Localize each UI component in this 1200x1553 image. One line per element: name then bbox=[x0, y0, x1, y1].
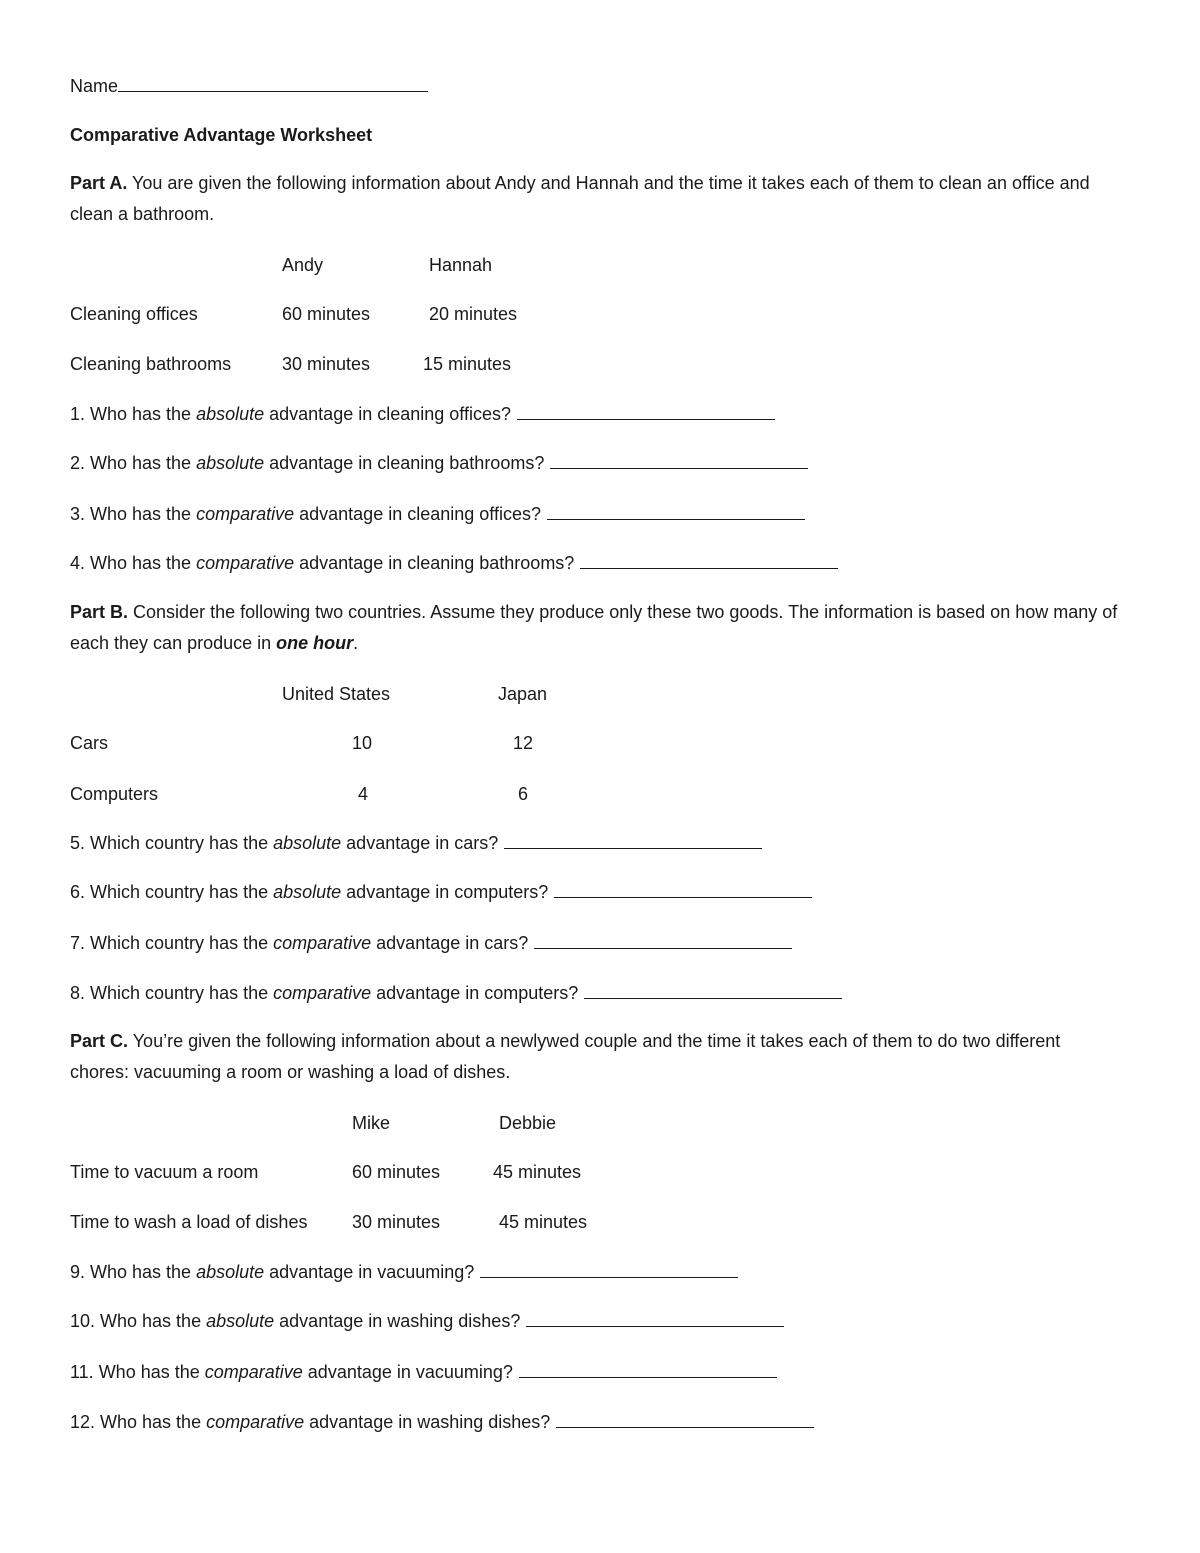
answer-blank[interactable] bbox=[547, 503, 805, 520]
answer-blank[interactable] bbox=[526, 1310, 784, 1327]
answer-blank[interactable] bbox=[517, 403, 775, 420]
part-a-cell: 15 minutes bbox=[423, 354, 512, 374]
question-1: 1. Who has the absolute advantage in cleaning offices? bbox=[70, 403, 775, 425]
name-blank[interactable] bbox=[118, 75, 428, 92]
question-2: 2. Who has the absolute advantage in cleaning bathrooms? bbox=[70, 452, 808, 474]
part-b-label: Part B. bbox=[70, 602, 129, 622]
answer-blank[interactable] bbox=[519, 1361, 777, 1378]
answer-blank[interactable] bbox=[534, 932, 792, 949]
answer-blank[interactable] bbox=[580, 552, 838, 569]
name-label: Name bbox=[70, 76, 119, 96]
part-a-col-hannah: Hannah bbox=[429, 255, 493, 275]
part-b-row-label: Computers bbox=[70, 784, 159, 804]
part-b-col-japan: Japan bbox=[498, 684, 548, 704]
part-b-cell: 6 bbox=[518, 784, 529, 804]
answer-blank[interactable] bbox=[550, 452, 808, 469]
part-c-text: You’re given the following information about a newlywed couple and the time it takes each of them to do two different chores: vacuuming a room or washing a load of dishes. bbox=[70, 1031, 1061, 1082]
part-b-intro: Part B. Consider the following two countries. Assume they produce only these two goods. The information is based on how many of each they can produce in one hour. bbox=[70, 602, 1118, 653]
part-a-intro bbox=[70, 168, 1120, 230]
question-5: 5. Which country has the absolute advantage in cars? bbox=[70, 832, 762, 854]
answer-blank[interactable] bbox=[554, 881, 812, 898]
part-b-col-us: United States bbox=[282, 684, 391, 704]
part-c-cell: 30 minutes bbox=[352, 1212, 441, 1232]
question-3: 3. Who has the comparative advantage in cleaning offices? bbox=[70, 503, 805, 525]
part-c-row-label: Time to wash a load of dishes bbox=[70, 1212, 308, 1232]
part-a-cell: 20 minutes bbox=[429, 304, 518, 324]
answer-blank[interactable] bbox=[556, 1411, 814, 1428]
worksheet-title bbox=[70, 124, 372, 146]
part-a-label: Part A. bbox=[70, 173, 128, 193]
question-8: 8. Which country has the comparative advantage in computers? bbox=[70, 982, 842, 1004]
part-c-cell: 45 minutes bbox=[499, 1212, 588, 1232]
part-c-col-mike: Mike bbox=[352, 1113, 391, 1133]
part-c-cell: 60 minutes bbox=[352, 1162, 441, 1182]
part-b-row-label: Cars bbox=[70, 733, 109, 753]
part-c-col-debbie: Debbie bbox=[499, 1113, 557, 1133]
question-12: 12. Who has the comparative advantage in washing dishes? bbox=[70, 1411, 814, 1433]
part-a-cell: 30 minutes bbox=[282, 354, 371, 374]
question-11: 11. Who has the comparative advantage in vacuuming? bbox=[70, 1361, 777, 1383]
question-4: 4. Who has the comparative advantage in cleaning bathrooms? bbox=[70, 552, 838, 574]
answer-blank[interactable] bbox=[480, 1261, 738, 1278]
part-b-text: Consider the following two countries. Assume they produce only these two goods. The information is based on how many of each they can produce in bbox=[70, 602, 1118, 653]
part-b-cell: 12 bbox=[513, 733, 534, 753]
part-b-cell: 4 bbox=[358, 784, 369, 804]
answer-blank[interactable] bbox=[584, 982, 842, 999]
part-c-cell: 45 minutes bbox=[493, 1162, 582, 1182]
answer-blank[interactable] bbox=[504, 832, 762, 849]
part-b-emph: one hour bbox=[276, 633, 354, 653]
part-c-label: Part C. bbox=[70, 1031, 129, 1051]
question-10: 10. Who has the absolute advantage in washing dishes? bbox=[70, 1310, 784, 1332]
name-field-line bbox=[70, 75, 428, 97]
question-6: 6. Which country has the absolute advantage in computers? bbox=[70, 881, 812, 903]
part-a-row-label: Cleaning offices bbox=[70, 304, 198, 324]
part-a-row-label: Cleaning bathrooms bbox=[70, 354, 232, 374]
page-title: Comparative Advantage Worksheet bbox=[70, 125, 373, 145]
part-a-text: You are given the following information about Andy and Hannah and the time it takes each of them to clean an office and clean a bathroom. bbox=[70, 173, 1090, 224]
part-b-cell: 10 bbox=[352, 733, 373, 753]
question-7: 7. Which country has the comparative advantage in cars? bbox=[70, 932, 792, 954]
part-a-col-andy: Andy bbox=[282, 255, 324, 275]
part-c-intro bbox=[70, 1026, 1120, 1088]
question-9: 9. Who has the absolute advantage in vacuuming? bbox=[70, 1261, 738, 1283]
part-c-row-label: Time to vacuum a room bbox=[70, 1162, 259, 1182]
part-a-cell: 60 minutes bbox=[282, 304, 371, 324]
